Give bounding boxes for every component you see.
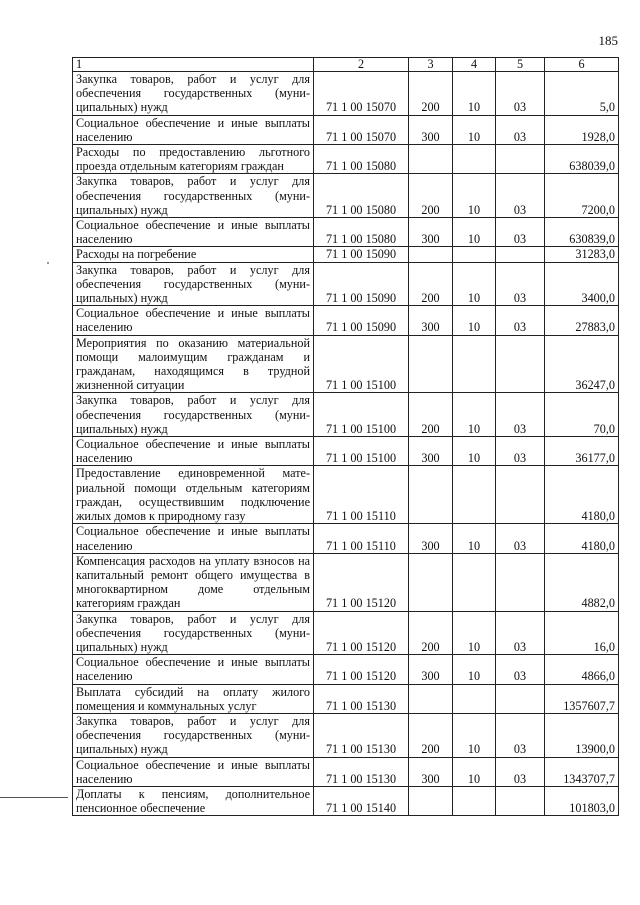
row-col4-cell: 10 (453, 611, 496, 655)
row-col4-cell (453, 145, 496, 174)
row-name-cell: Закупка товаров, работ и услуг для обеспечения государственных (муниципальных) нужд (73, 393, 314, 437)
row-col5-cell (496, 145, 545, 174)
row-name-cell: Социальное обеспечение и иные выплаты населению (73, 115, 314, 144)
table-row (73, 335, 619, 393)
row-col4-cell: 10 (453, 757, 496, 786)
row-code-cell: 71 1 00 15080 (314, 174, 409, 218)
row-code-cell: 71 1 00 15100 (314, 437, 409, 466)
row-code-cell: 71 1 00 15100 (314, 335, 409, 393)
row-col4-cell: 10 (453, 713, 496, 757)
row-col4-cell: 10 (453, 655, 496, 684)
row-col3-cell (409, 684, 453, 713)
row-name-cell: Закупка товаров, работ и услуг для обеспечения государственных (муниципальных) нужд (73, 262, 314, 306)
row-col3-cell (409, 247, 453, 262)
row-sum-cell: 1928,0 (545, 115, 619, 144)
row-col4-cell: 10 (453, 306, 496, 335)
row-name-cell: Выплата субсидий на оплату жилого помещения и коммунальных услуг (73, 684, 314, 713)
row-sum-cell: 1357607,7 (545, 684, 619, 713)
table-row (73, 684, 619, 713)
row-sum-cell: 630839,0 (545, 218, 619, 247)
row-code-cell: 71 1 00 15130 (314, 713, 409, 757)
row-code-cell: 71 1 00 15140 (314, 786, 409, 815)
row-col5-cell: 03 (496, 262, 545, 306)
table-row (73, 393, 619, 437)
row-col5-cell (496, 335, 545, 393)
header-cell-6: 6 (545, 58, 619, 72)
row-name-cell: Закупка товаров, работ и услуг для обеспечения государственных (муниципальных) нужд (73, 713, 314, 757)
row-sum-cell: 70,0 (545, 393, 619, 437)
row-name-cell: Социальное обеспечение и иные выплаты населению (73, 437, 314, 466)
row-name-cell: Предоставление единовременной материальной помощи отдельным категориям граждан, осуществившим подключение жилых домов к природному газу (73, 466, 314, 524)
row-sum-cell: 13900,0 (545, 713, 619, 757)
table-row (73, 306, 619, 335)
row-code-cell: 71 1 00 15110 (314, 466, 409, 524)
row-name-cell: Доплаты к пенсиям, дополнительное пенсионное обеспечение (73, 786, 314, 815)
row-code-cell: 71 1 00 15070 (314, 72, 409, 116)
row-col5-cell: 03 (496, 72, 545, 116)
row-col5-cell: 03 (496, 757, 545, 786)
row-code-cell: 71 1 00 15120 (314, 655, 409, 684)
table-row (73, 553, 619, 611)
row-name-cell: Социальное обеспечение и иные выплаты населению (73, 757, 314, 786)
row-col3-cell: 300 (409, 655, 453, 684)
row-col4-cell (453, 335, 496, 393)
row-name-cell: Социальное обеспечение и иные выплаты населению (73, 524, 314, 553)
row-col3-cell (409, 786, 453, 815)
row-col4-cell (453, 684, 496, 713)
row-sum-cell: 101803,0 (545, 786, 619, 815)
table-row (73, 655, 619, 684)
header-cell-1: 1 (73, 58, 314, 72)
row-name-cell: Закупка товаров, работ и услуг для обеспечения государственных (муниципальных) нужд (73, 611, 314, 655)
table-row (73, 218, 619, 247)
row-col5-cell: 03 (496, 611, 545, 655)
row-col3-cell (409, 553, 453, 611)
row-sum-cell: 7200,0 (545, 174, 619, 218)
row-col4-cell (453, 247, 496, 262)
row-col3-cell: 200 (409, 262, 453, 306)
row-col4-cell: 10 (453, 262, 496, 306)
table-row (73, 466, 619, 524)
row-code-cell: 71 1 00 15120 (314, 553, 409, 611)
row-sum-cell: 16,0 (545, 611, 619, 655)
row-sum-cell: 27883,0 (545, 306, 619, 335)
row-col4-cell: 10 (453, 218, 496, 247)
table-row (73, 757, 619, 786)
row-name-cell: Компенсация расходов на уплату взносов на капитальный ремонт общего имущества в многоквартирном доме отдельным категориям граждан (73, 553, 314, 611)
row-sum-cell: 36247,0 (545, 335, 619, 393)
row-sum-cell: 638039,0 (545, 145, 619, 174)
page-number: 185 (598, 33, 618, 48)
table-row (73, 145, 619, 174)
row-col4-cell: 10 (453, 115, 496, 144)
row-col5-cell (496, 247, 545, 262)
row-code-cell: 71 1 00 15080 (314, 145, 409, 174)
row-code-cell: 71 1 00 15120 (314, 611, 409, 655)
table-row (73, 72, 619, 116)
row-col4-cell (453, 553, 496, 611)
table-row (73, 437, 619, 466)
row-code-cell: 71 1 00 15080 (314, 218, 409, 247)
margin-mark (47, 262, 49, 264)
table-row (73, 524, 619, 553)
row-col5-cell: 03 (496, 655, 545, 684)
row-col4-cell (453, 466, 496, 524)
row-col5-cell: 03 (496, 306, 545, 335)
row-name-cell: Закупка товаров, работ и услуг для обеспечения государственных (муниципальных) нужд (73, 174, 314, 218)
row-col3-cell (409, 335, 453, 393)
row-col5-cell (496, 466, 545, 524)
row-col3-cell: 300 (409, 524, 453, 553)
row-col5-cell: 03 (496, 524, 545, 553)
row-col3-cell: 300 (409, 218, 453, 247)
row-col3-cell: 300 (409, 757, 453, 786)
row-sum-cell: 3400,0 (545, 262, 619, 306)
row-name-cell: Социальное обеспечение и иные выплаты населению (73, 306, 314, 335)
table-row (73, 262, 619, 306)
row-sum-cell: 31283,0 (545, 247, 619, 262)
row-col4-cell: 10 (453, 437, 496, 466)
table-row (73, 786, 619, 815)
row-name-cell: Социальное обеспечение и иные выплаты населению (73, 218, 314, 247)
row-col5-cell: 03 (496, 115, 545, 144)
table-row (73, 713, 619, 757)
table-row (73, 611, 619, 655)
budget-table-body (73, 58, 619, 816)
header-cell-5: 5 (496, 58, 545, 72)
header-cell-2: 2 (314, 58, 409, 72)
row-code-cell: 71 1 00 15130 (314, 757, 409, 786)
row-col3-cell (409, 466, 453, 524)
table-header-row (73, 58, 619, 72)
row-col5-cell: 03 (496, 218, 545, 247)
table-row (73, 115, 619, 144)
row-col5-cell: 03 (496, 393, 545, 437)
row-col3-cell: 300 (409, 306, 453, 335)
row-code-cell: 71 1 00 15130 (314, 684, 409, 713)
row-col3-cell: 300 (409, 115, 453, 144)
row-code-cell: 71 1 00 15090 (314, 262, 409, 306)
row-col4-cell: 10 (453, 393, 496, 437)
row-name-cell: Расходы на погребение (73, 247, 314, 262)
row-col4-cell: 10 (453, 174, 496, 218)
row-code-cell: 71 1 00 15110 (314, 524, 409, 553)
row-name-cell: Социальное обеспечение и иные выплаты населению (73, 655, 314, 684)
row-col3-cell: 200 (409, 393, 453, 437)
row-col3-cell: 300 (409, 437, 453, 466)
row-sum-cell: 36177,0 (545, 437, 619, 466)
row-col4-cell (453, 786, 496, 815)
row-code-cell: 71 1 00 15100 (314, 393, 409, 437)
budget-table (72, 57, 619, 816)
header-cell-3: 3 (409, 58, 453, 72)
row-sum-cell: 5,0 (545, 72, 619, 116)
row-col5-cell: 03 (496, 174, 545, 218)
row-col5-cell: 03 (496, 437, 545, 466)
row-col5-cell: 03 (496, 713, 545, 757)
row-col3-cell: 200 (409, 713, 453, 757)
row-code-cell: 71 1 00 15090 (314, 247, 409, 262)
row-name-cell: Расходы по предоставлению льготного проезда отдельным категориям граждан (73, 145, 314, 174)
row-sum-cell: 4882,0 (545, 553, 619, 611)
row-col4-cell: 10 (453, 72, 496, 116)
row-col4-cell: 10 (453, 524, 496, 553)
row-sum-cell: 1343707,7 (545, 757, 619, 786)
row-name-cell: Закупка товаров, работ и услуг для обеспечения государственных (муниципальных) нужд (73, 72, 314, 116)
row-code-cell: 71 1 00 15090 (314, 306, 409, 335)
row-col5-cell (496, 684, 545, 713)
row-code-cell: 71 1 00 15070 (314, 115, 409, 144)
row-sum-cell: 4866,0 (545, 655, 619, 684)
table-row (73, 174, 619, 218)
row-col3-cell (409, 145, 453, 174)
row-sum-cell: 4180,0 (545, 466, 619, 524)
row-col5-cell (496, 553, 545, 611)
row-col3-cell: 200 (409, 611, 453, 655)
row-name-cell: Мероприятия по оказанию материальной помощи малоимущим гражданам и гражданам, находящимся в трудной жизненной ситуации (73, 335, 314, 393)
row-col3-cell: 200 (409, 174, 453, 218)
header-cell-4: 4 (453, 58, 496, 72)
row-col3-cell: 200 (409, 72, 453, 116)
row-sum-cell: 4180,0 (545, 524, 619, 553)
margin-line (0, 797, 68, 798)
row-col5-cell (496, 786, 545, 815)
table-row (73, 247, 619, 262)
